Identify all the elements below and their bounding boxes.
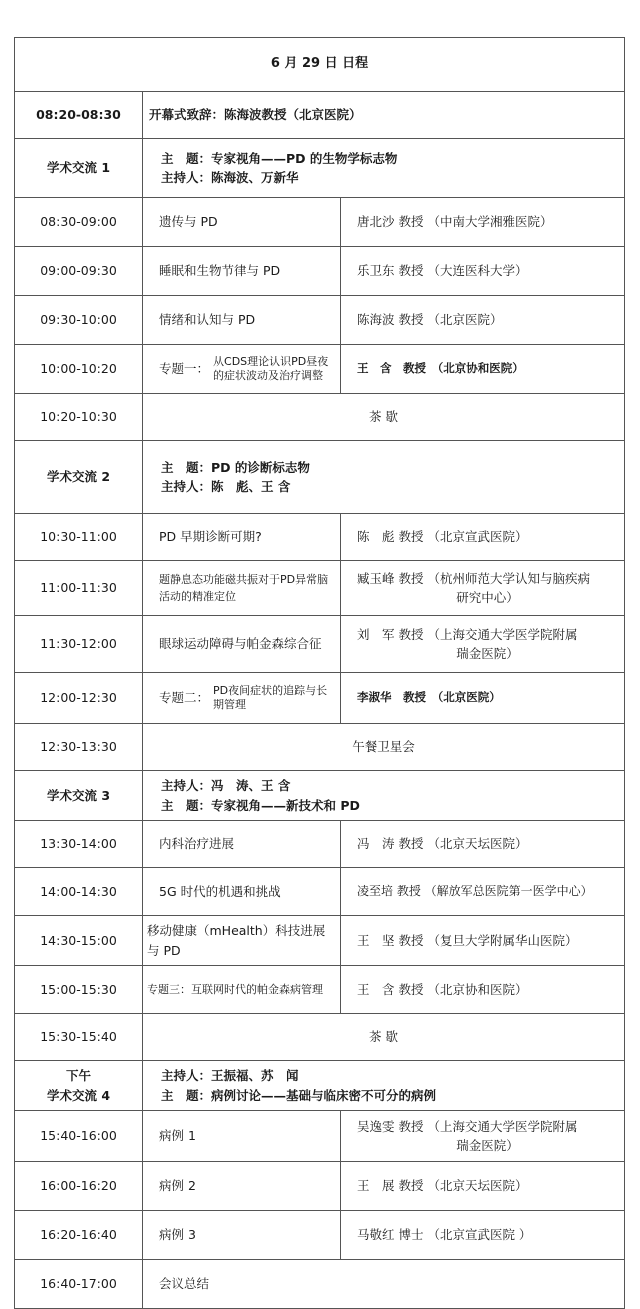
speaker-cell: [341, 616, 625, 673]
speaker-cell: 陈 彪 教授 （北京宣武医院）: [341, 514, 625, 561]
time-cell: 10:20-10:30: [15, 394, 143, 441]
session-theme: 主 题：专家视角——PD 的生物学标志物: [161, 150, 398, 166]
speaker-line: 瑞金医院）: [456, 646, 519, 661]
speaker-cell: 唐北沙 教授 （中南大学湘雅医院）: [341, 198, 625, 247]
break-text: 午餐卫星会: [143, 724, 625, 771]
time-cell: 14:30-15:00: [15, 916, 143, 966]
speaker-cell: 王 含 教授 （北京协和医院）: [341, 345, 625, 394]
speaker-line: 研究中心）: [456, 590, 519, 605]
session-theme: 主 题：病例讨论——基础与临床密不可分的病例: [161, 1087, 437, 1103]
session-info: [143, 771, 625, 821]
session-header-row: [15, 771, 625, 821]
time-cell: 12:30-13:30: [15, 724, 143, 771]
speaker-cell: [341, 561, 625, 616]
topic-cell: 遗传与 PD: [143, 198, 341, 247]
time-cell: 08:20-08:30: [15, 92, 143, 139]
speaker-line: 刘 军 教授 （上海交通大学医学院附属: [357, 626, 578, 642]
topic-cell: [143, 673, 341, 724]
table-row: [15, 673, 625, 724]
time-cell: 09:30-10:00: [15, 296, 143, 345]
table-row: [15, 1111, 625, 1162]
session-label: 学术交流 2: [15, 441, 143, 514]
closing-text: 会议总结: [143, 1260, 625, 1309]
speaker-line: 瑞金医院）: [456, 1138, 519, 1153]
table-row: [15, 966, 625, 1014]
time-cell: 11:00-11:30: [15, 561, 143, 616]
opening-text: 开幕式致辞：陈海波教授（北京医院）: [143, 92, 625, 139]
time-cell: 15:00-15:30: [15, 966, 143, 1014]
speaker-cell: 马敬红 博士 （北京宣武医院 ）: [341, 1211, 625, 1260]
topic-cell: 病例 3: [143, 1211, 341, 1260]
speaker-line: 臧玉峰 教授 （杭州师范大学认知与脑疾病: [357, 570, 590, 586]
session-header-row: [15, 441, 625, 514]
topic-cell: 病例 1: [143, 1111, 341, 1162]
schedule-table: [14, 37, 625, 1309]
topic-label: 专题二：: [159, 690, 210, 706]
closing-row: [15, 1260, 625, 1309]
topic-label: 专题一：: [159, 361, 210, 377]
table-row: [15, 247, 625, 296]
topic-cell: PD 早期诊断可期?: [143, 514, 341, 561]
table-row: [15, 198, 625, 247]
break-text: 茶 歇: [143, 394, 625, 441]
session-label: 学术交流 3: [15, 771, 143, 821]
time-cell: 15:40-16:00: [15, 1111, 143, 1162]
speaker-line: 吴逸雯 教授 （上海交通大学医学院附属: [357, 1118, 578, 1134]
table-row: [15, 345, 625, 394]
schedule-title: 6 月 29 日 日程: [15, 38, 625, 92]
speaker-cell: 陈海波 教授 （北京医院）: [341, 296, 625, 345]
time-cell: 11:30-12:00: [15, 616, 143, 673]
speaker-cell: 王 展 教授 （北京天坛医院）: [341, 1162, 625, 1211]
table-row: [15, 1211, 625, 1260]
table-row: [15, 296, 625, 345]
session-host: 主持人：冯 涛、王 含: [161, 778, 291, 794]
time-cell: 10:00-10:20: [15, 345, 143, 394]
topic-cell: 情绪和认知与 PD: [143, 296, 341, 345]
speaker-cell: 乐卫东 教授 （大连医科大学）: [341, 247, 625, 296]
topic-text: 从CDS理论认识PD昼夜的症状波动及治疗调整: [213, 355, 329, 382]
topic-text: PD夜间症状的追踪与长期管理: [213, 684, 328, 711]
topic-cell: 病例 2: [143, 1162, 341, 1211]
session-theme: 主 题：专家视角——新技术和 PD: [161, 797, 360, 813]
time-cell: 13:30-14:00: [15, 821, 143, 868]
speaker-cell: 王 坚 教授 （复旦大学附属华山医院）: [341, 916, 625, 966]
session-label-line: 学术交流 4: [46, 1087, 111, 1103]
topic-cell: 移动健康（mHealth）科技进展与 PD: [143, 916, 341, 966]
speaker-cell: 李淑华 教授 （北京医院）: [341, 673, 625, 724]
table-row: [15, 821, 625, 868]
topic-cell: [143, 345, 341, 394]
time-cell: 16:00-16:20: [15, 1162, 143, 1211]
topic-cell: 题静息态功能磁共振对于PD异常脑活动的精准定位: [143, 561, 341, 616]
break-row: [15, 724, 625, 771]
title-row: [15, 38, 625, 92]
table-row: [15, 561, 625, 616]
time-cell: 12:00-12:30: [15, 673, 143, 724]
break-row: [15, 394, 625, 441]
session-info: [143, 1061, 625, 1111]
session-info: [143, 441, 625, 514]
session-theme: 主 题：PD 的诊断标志物: [161, 459, 310, 475]
time-cell: 15:30-15:40: [15, 1014, 143, 1061]
session-host: 主持人：陈 彪、王 含: [161, 479, 291, 494]
session-label-line: 下午: [65, 1068, 91, 1084]
speaker-cell: 冯 涛 教授 （北京天坛医院）: [341, 821, 625, 868]
session-label: 学术交流 1: [15, 139, 143, 198]
session-header-row: [15, 139, 625, 198]
table-row: [15, 868, 625, 916]
opening-row: [15, 92, 625, 139]
topic-cell: 睡眠和生物节律与 PD: [143, 247, 341, 296]
time-cell: 08:30-09:00: [15, 198, 143, 247]
table-row: [15, 514, 625, 561]
break-row: [15, 1014, 625, 1061]
table-row: [15, 616, 625, 673]
time-cell: 16:20-16:40: [15, 1211, 143, 1260]
topic-cell: 5G 时代的机遇和挑战: [143, 868, 341, 916]
topic-cell: 专题三：互联网时代的帕金森病管理: [143, 966, 341, 1014]
time-cell: 09:00-09:30: [15, 247, 143, 296]
topic-cell: 眼球运动障碍与帕金森综合征: [143, 616, 341, 673]
time-cell: 14:00-14:30: [15, 868, 143, 916]
table-row: [15, 916, 625, 966]
session-info: [143, 139, 625, 198]
session-header-row: [15, 1061, 625, 1111]
speaker-cell: 凌至培 教授 （解放军总医院第一医学中心）: [341, 868, 625, 916]
time-cell: 16:40-17:00: [15, 1260, 143, 1309]
session-host: 主持人：陈海波、万新华: [161, 170, 299, 185]
table-row: [15, 1162, 625, 1211]
session-label: [15, 1061, 143, 1111]
session-host: 主持人：王振福、苏 闻: [161, 1068, 299, 1084]
break-text: 茶 歇: [143, 1014, 625, 1061]
time-cell: 10:30-11:00: [15, 514, 143, 561]
speaker-cell: [341, 1111, 625, 1162]
speaker-cell: 王 含 教授 （北京协和医院）: [341, 966, 625, 1014]
topic-cell: 内科治疗进展: [143, 821, 341, 868]
